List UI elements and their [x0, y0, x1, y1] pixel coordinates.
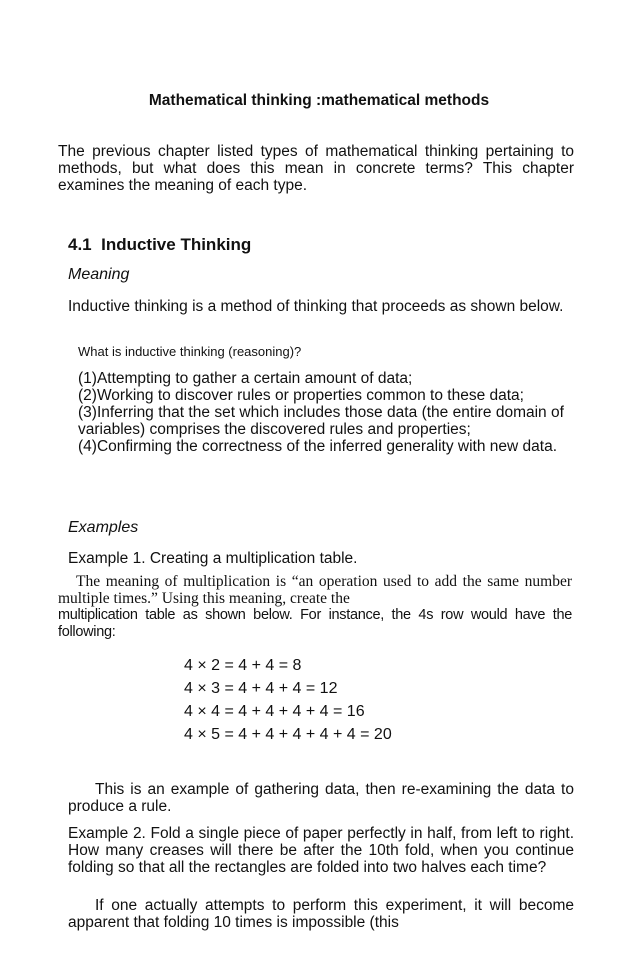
example1-conclusion — [68, 781, 574, 815]
step-item: (2)Working to discover rules or properties common to these data; — [78, 387, 524, 404]
equation-line: 4 × 2 = 4 + 4 = 8 — [184, 657, 302, 674]
intro-paragraph: The previous chapter listed types of mathematical thinking pertaining to methods, but what does this mean in concrete terms? This chapter examines the meaning of each type. — [58, 143, 574, 194]
section-number: 4.1 — [68, 235, 92, 254]
meaning-paragraph: Inductive thinking is a method of thinking that proceeds as shown below. — [68, 298, 564, 315]
step-item: (4)Confirming the correctness of the inferred generality with new data. — [78, 438, 558, 455]
inductive-question: What is inductive thinking (reasoning)? — [78, 344, 302, 359]
equation-line: 4 × 5 = 4 + 4 + 4 + 4 + 4 = 20 — [184, 726, 392, 743]
example1-conclusion-text: This is an example of gathering data, then re-examining the data to produce a rule. — [68, 781, 574, 815]
example1-sans-text: multiplication table as shown below. For instance, the 4s row would have the following: — [58, 607, 572, 640]
step-item: (3)Inferring that the set which includes those data (the entire domain of variables) comprises the discovered rules and properties; — [78, 404, 564, 438]
example2-paragraph: Example 2. Fold a single piece of paper perfectly in half, from left to right. How many creases will there be after the 10th fold, when you continue folding so that all the rectangles are folded into two halves each time? — [68, 825, 574, 876]
examples-heading: Examples — [68, 519, 139, 536]
page-title: Mathematical thinking :mathematical methods — [148, 92, 490, 109]
step-item: (1)Attempting to gather a certain amount of data; — [78, 370, 413, 387]
section-title: Inductive Thinking — [101, 235, 252, 254]
section-heading — [68, 235, 251, 255]
example1-serif-line: The meaning of multiplication is “an operation used to add the same number multiple times.” Using this meaning, create the — [58, 573, 572, 607]
equation-line: 4 × 3 = 4 + 4 + 4 = 12 — [184, 680, 338, 697]
example1-title: Example 1. Creating a multiplication table. — [68, 550, 358, 567]
meaning-heading: Meaning — [68, 266, 130, 283]
steps-list — [78, 370, 564, 455]
example1-serif-text — [58, 573, 572, 607]
example2-followup — [68, 897, 574, 931]
example2-followup-text: If one actually attempts to perform this experiment, it will become apparent that folding 10 times is impossible (this — [68, 897, 574, 931]
equation-line: 4 × 4 = 4 + 4 + 4 + 4 = 16 — [184, 703, 365, 720]
